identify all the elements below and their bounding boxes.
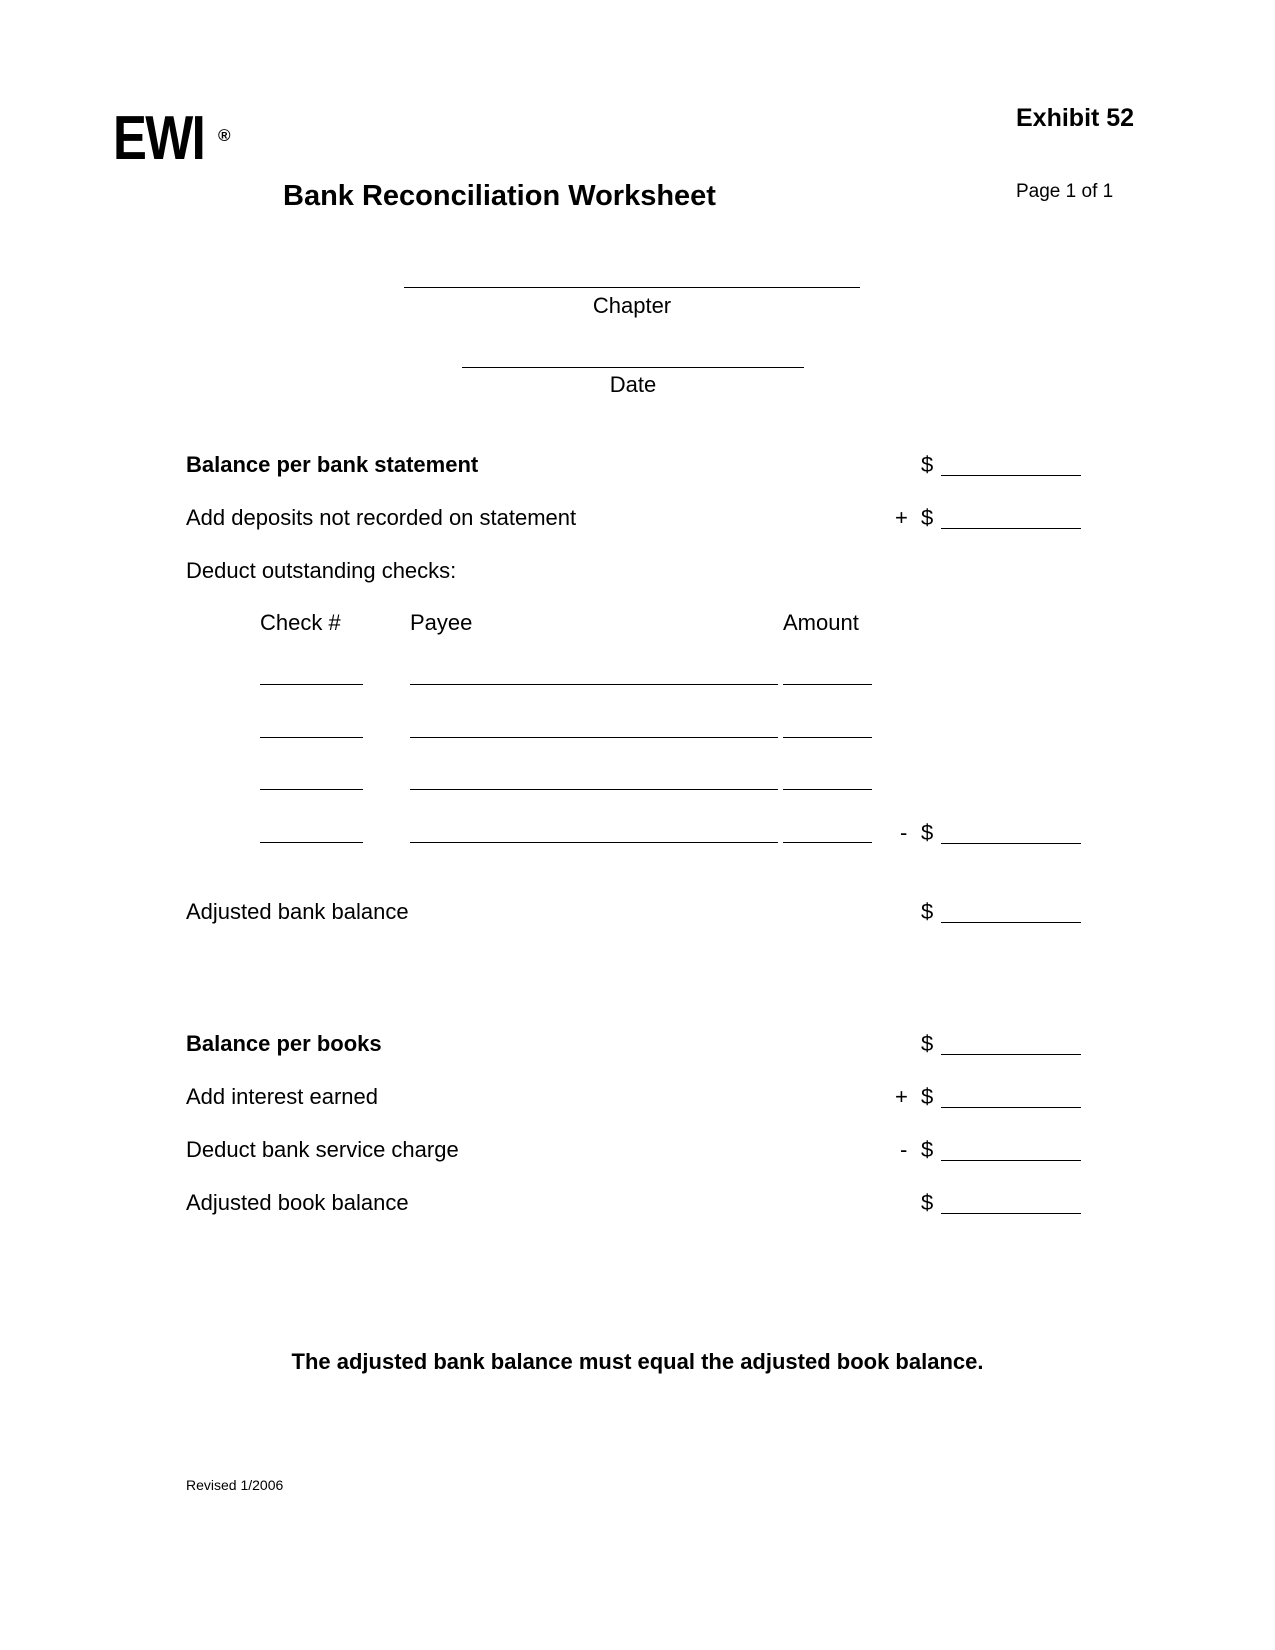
dollar-sign: $ [921, 1190, 934, 1215]
deduct-service-charge-label: Deduct bank service charge [186, 1137, 459, 1162]
payee-field[interactable] [410, 789, 778, 790]
balance-per-books-label: Balance per books [186, 1031, 382, 1056]
reconciliation-note: The adjusted bank balance must equal the adjusted book balance. [291, 1349, 984, 1374]
dollar-sign: $ [921, 1137, 934, 1162]
revised-date: Revised 1/2006 [186, 1477, 284, 1493]
add-deposits-label: Add deposits not recorded on statement [186, 505, 577, 530]
payee-field[interactable] [410, 684, 778, 685]
adjusted-bank-balance-field[interactable] [941, 922, 1081, 923]
registered-mark: ® [218, 126, 231, 145]
page-number: Page 1 of 1 [1016, 181, 1114, 202]
amount-field[interactable] [783, 789, 872, 790]
adjusted-book-balance-field[interactable] [941, 1213, 1081, 1214]
dollar-sign: $ [921, 820, 934, 845]
check-number-field[interactable] [260, 684, 363, 685]
col-amount: Amount [783, 610, 859, 635]
add-deposits-field[interactable] [941, 528, 1081, 529]
chapter-label: Chapter [592, 293, 672, 318]
chapter-field-line[interactable] [404, 287, 860, 288]
dollar-sign: $ [921, 899, 934, 924]
adjusted-book-balance-label: Adjusted book balance [186, 1190, 409, 1215]
dollar-sign: $ [921, 452, 934, 477]
add-interest-label: Add interest earned [186, 1084, 379, 1109]
adjusted-bank-balance-label: Adjusted bank balance [186, 899, 409, 924]
date-field-line[interactable] [462, 367, 804, 368]
payee-field[interactable] [410, 737, 778, 738]
date-label: Date [609, 372, 657, 397]
check-number-field[interactable] [260, 842, 363, 843]
balance-per-bank-field[interactable] [941, 475, 1081, 476]
balance-per-bank-label: Balance per bank statement [186, 452, 479, 477]
minus-sign: - [900, 1137, 908, 1162]
add-interest-field[interactable] [941, 1107, 1081, 1108]
dollar-sign: $ [921, 1084, 934, 1109]
amount-field[interactable] [783, 737, 872, 738]
amount-field[interactable] [783, 842, 872, 843]
ewi-logo: EWI [113, 104, 205, 173]
minus-sign: - [900, 820, 908, 845]
deduct-outstanding-label: Deduct outstanding checks: [186, 558, 457, 583]
service-charge-field[interactable] [941, 1160, 1081, 1161]
dollar-sign: $ [921, 1031, 934, 1056]
col-payee: Payee [410, 610, 473, 635]
plus-sign: + [895, 1084, 908, 1109]
check-number-field[interactable] [260, 789, 363, 790]
plus-sign: + [895, 505, 908, 530]
amount-field[interactable] [783, 684, 872, 685]
dollar-sign: $ [921, 505, 934, 530]
balance-per-books-field[interactable] [941, 1054, 1081, 1055]
exhibit-label: Exhibit 52 [1016, 104, 1135, 132]
page-title: Bank Reconciliation Worksheet [283, 180, 716, 212]
payee-field[interactable] [410, 842, 778, 843]
col-check-number: Check # [260, 610, 341, 635]
check-number-field[interactable] [260, 737, 363, 738]
outstanding-checks-total-field[interactable] [941, 843, 1081, 844]
